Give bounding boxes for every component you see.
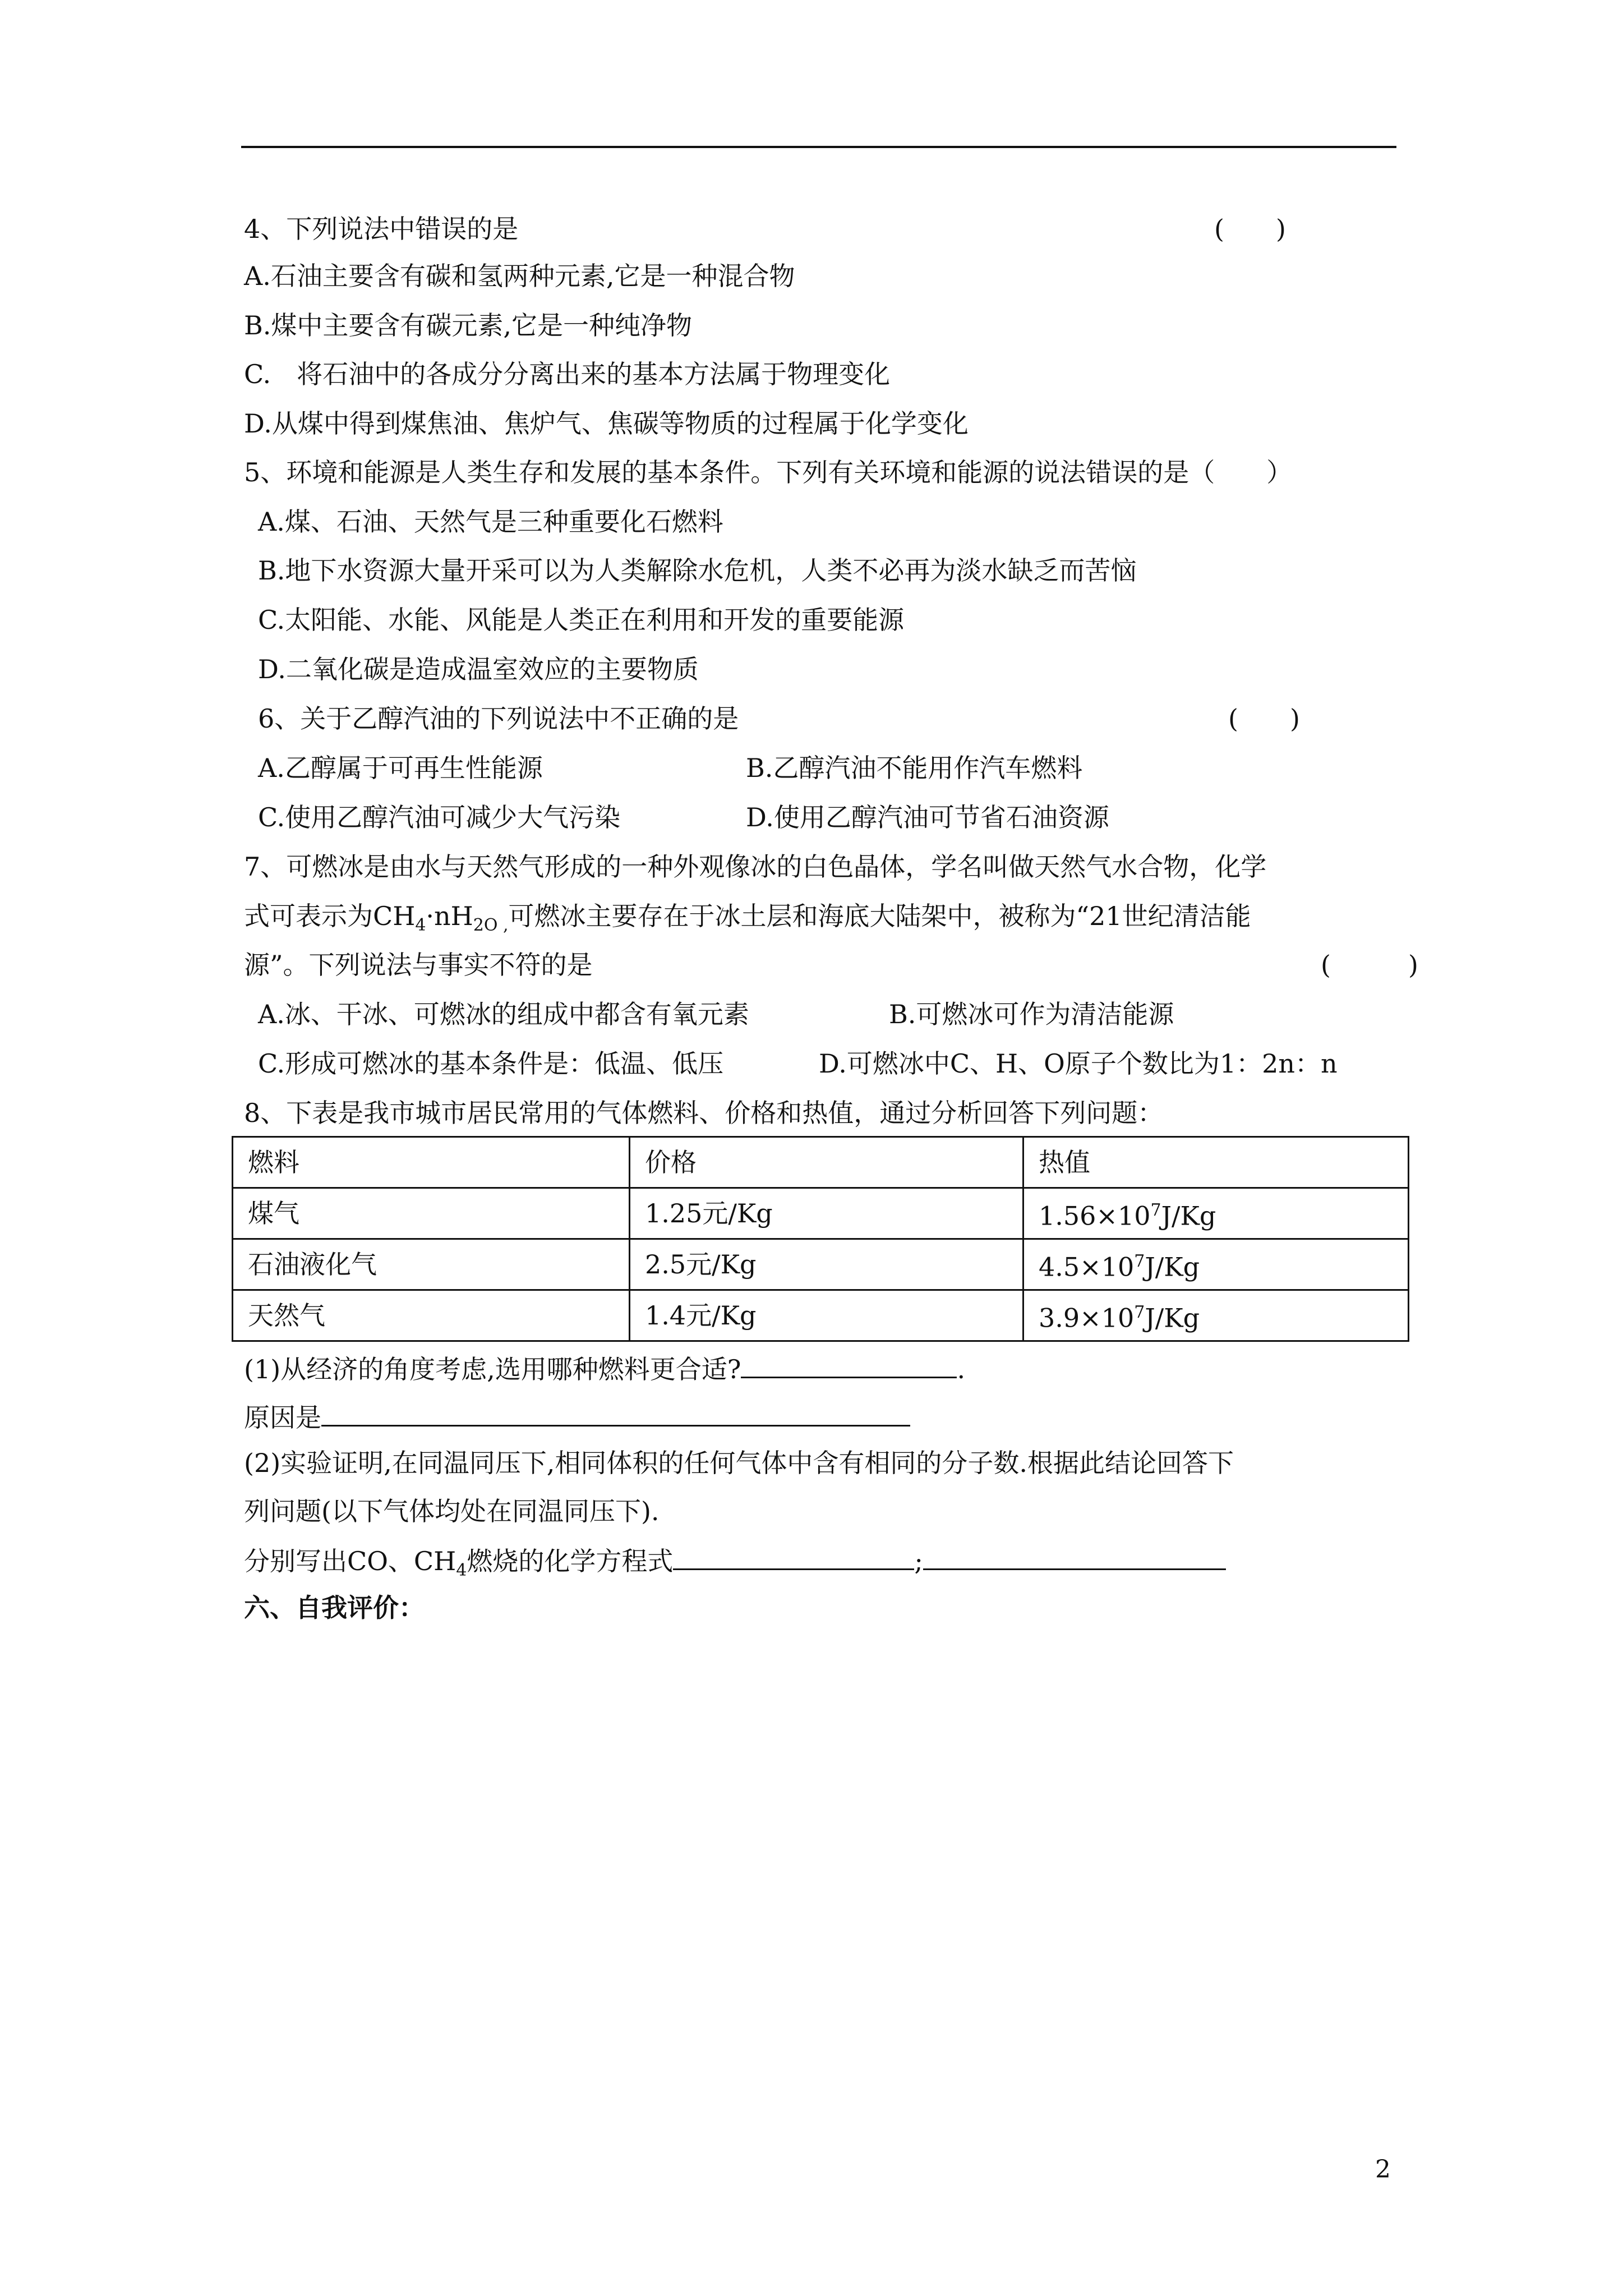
q5-option-a: A.煤、石油、天然气是三种重要化石燃料 [258,507,723,537]
q8-equation-separator: ; [914,1546,923,1576]
q7-stem-line2-rest: 可燃冰主要存在于冰土层和海底大陆架中，被称为“21世纪清洁能 [508,901,1251,931]
q7-answer-paren: ( ) [1321,950,1418,980]
heat-unit: J/Kg [1161,1200,1216,1231]
q8-reason-blank[interactable] [321,1399,910,1427]
heat-exponent: 7 [1134,1251,1145,1272]
fuel-table [232,1136,1409,1342]
q8-sub1 [244,1351,965,1386]
q5-stem: 5、环境和能源是人类生存和发展的基本条件。下列有关环境和能源的说法错误的是（ ） [244,457,1293,487]
q7-formula-prefix: 式可表示为CH [244,901,416,931]
q4-option-b: B.煤中主要含有碳元素,它是一种纯净物 [244,310,693,341]
q8-sub2-line1: (2)实验证明,在同温同压下,相同体积的任何气体中含有相同的分子数.根据此结论回答下 [244,1448,1234,1478]
table-cell-price: 1.4元/Kg [630,1290,1023,1341]
q8-sub1-text: (1)从经济的角度考虑,选用哪种燃料更合适? [244,1354,741,1384]
q8-equation-prefix: 分别写出CO、CH [244,1546,457,1576]
q8-equation-sub: 4 [456,1561,467,1581]
table-cell-fuel: 天然气 [233,1290,630,1341]
q6-answer-paren: ( ) [1228,703,1300,734]
q6-option-a: A.乙醇属于可再生性能源 [258,753,543,783]
q6-option-d: D.使用乙醇汽油可节省石油资源 [746,802,1109,832]
table-cell-heat [1023,1239,1409,1290]
heat-exponent: 7 [1134,1303,1145,1323]
q4-option-c: C. 将石油中的各成分分离出来的基本方法属于物理变化 [244,359,891,389]
heat-value: 4.5×10 [1039,1251,1135,1282]
q4-option-d: D.从煤中得到煤焦油、焦炉气、焦碳等物质的过程属于化学变化 [244,408,969,439]
table-cell-heat [1023,1290,1409,1341]
q8-equation-blank-2[interactable] [923,1543,1226,1570]
q7-formula-sub2: 2O , [473,915,509,936]
q4-answer-paren: ( ) [1214,214,1286,244]
q6-option-b: B.乙醇汽油不能用作汽车燃料 [746,753,1083,783]
q7-stem-line2 [244,899,1251,942]
table-cell-fuel: 煤气 [233,1188,630,1239]
heat-value: 3.9×10 [1039,1303,1135,1333]
heat-exponent: 7 [1150,1200,1161,1221]
page-number: 2 [1375,2155,1391,2184]
q7-option-d: D.可燃冰中C、H、O原子个数比为1：2n：n [819,1048,1338,1079]
q7-stem-line1: 7、可燃冰是由水与天然气形成的一种外观像冰的白色晶体，学名叫做天然气水合物，化学 [244,852,1267,882]
q7-stem-line3: 源”。下列说法与事实不符的是 [244,950,593,980]
q4-stem: 4、下列说法中错误的是 [244,214,519,244]
q5-option-b: B.地下水资源大量开采可以为人类解除水危机，人类不必再为淡水缺乏而苦恼 [258,555,1137,586]
q8-equation-line [244,1543,1226,1588]
q8-equation-text: 燃烧的化学方程式 [467,1546,674,1576]
q7-option-b: B.可燃冰可作为清洁能源 [889,999,1174,1029]
table-row [233,1239,1409,1290]
table-row [233,1290,1409,1341]
q5-option-c: C.太阳能、水能、风能是人类正在利用和开发的重要能源 [258,605,905,635]
section-6-heading: 六、自我评价： [244,1593,425,1623]
q7-formula-mid: ·nH [426,901,473,931]
heat-value: 1.56×10 [1039,1200,1151,1231]
q6-option-c: C.使用乙醇汽油可减少大气污染 [258,802,621,832]
heat-unit: J/Kg [1145,1303,1200,1333]
table-header-cell: 价格 [630,1137,1023,1188]
q7-formula-sub1: 4 [415,915,426,936]
q8-reason [244,1399,910,1434]
header-rule [241,146,1396,148]
q8-sub2-line2: 列问题(以下气体均处在同温同压下). [244,1496,660,1526]
q8-reason-label: 原因是 [244,1402,321,1433]
table-cell-fuel: 石油液化气 [233,1239,630,1290]
q8-sub1-end: . [957,1354,966,1384]
table-header-cell: 燃料 [233,1137,630,1188]
q8-sub1-blank[interactable] [741,1351,957,1378]
q8-equation-blank-1[interactable] [673,1543,914,1570]
table-cell-price: 1.25元/Kg [630,1188,1023,1239]
table-cell-price: 2.5元/Kg [630,1239,1023,1290]
q8-stem: 8、下表是我市城市居民常用的气体燃料、价格和热值，通过分析回答下列问题： [244,1098,1164,1128]
q7-option-a: A.冰、干冰、可燃冰的组成中都含有氧元素 [258,999,749,1029]
q5-option-d: D.二氧化碳是造成温室效应的主要物质 [258,654,699,684]
table-row [233,1188,1409,1239]
q6-stem: 6、关于乙醇汽油的下列说法中不正确的是 [258,703,739,734]
heat-unit: J/Kg [1145,1251,1200,1282]
q4-option-a: A.石油主要含有碳和氢两种元素,它是一种混合物 [244,261,795,291]
q7-option-c: C.形成可燃冰的基本条件是：低温、低压 [258,1048,724,1079]
table-header-cell: 热值 [1023,1137,1409,1188]
table-cell-heat [1023,1188,1409,1239]
table-header-row [233,1137,1409,1188]
